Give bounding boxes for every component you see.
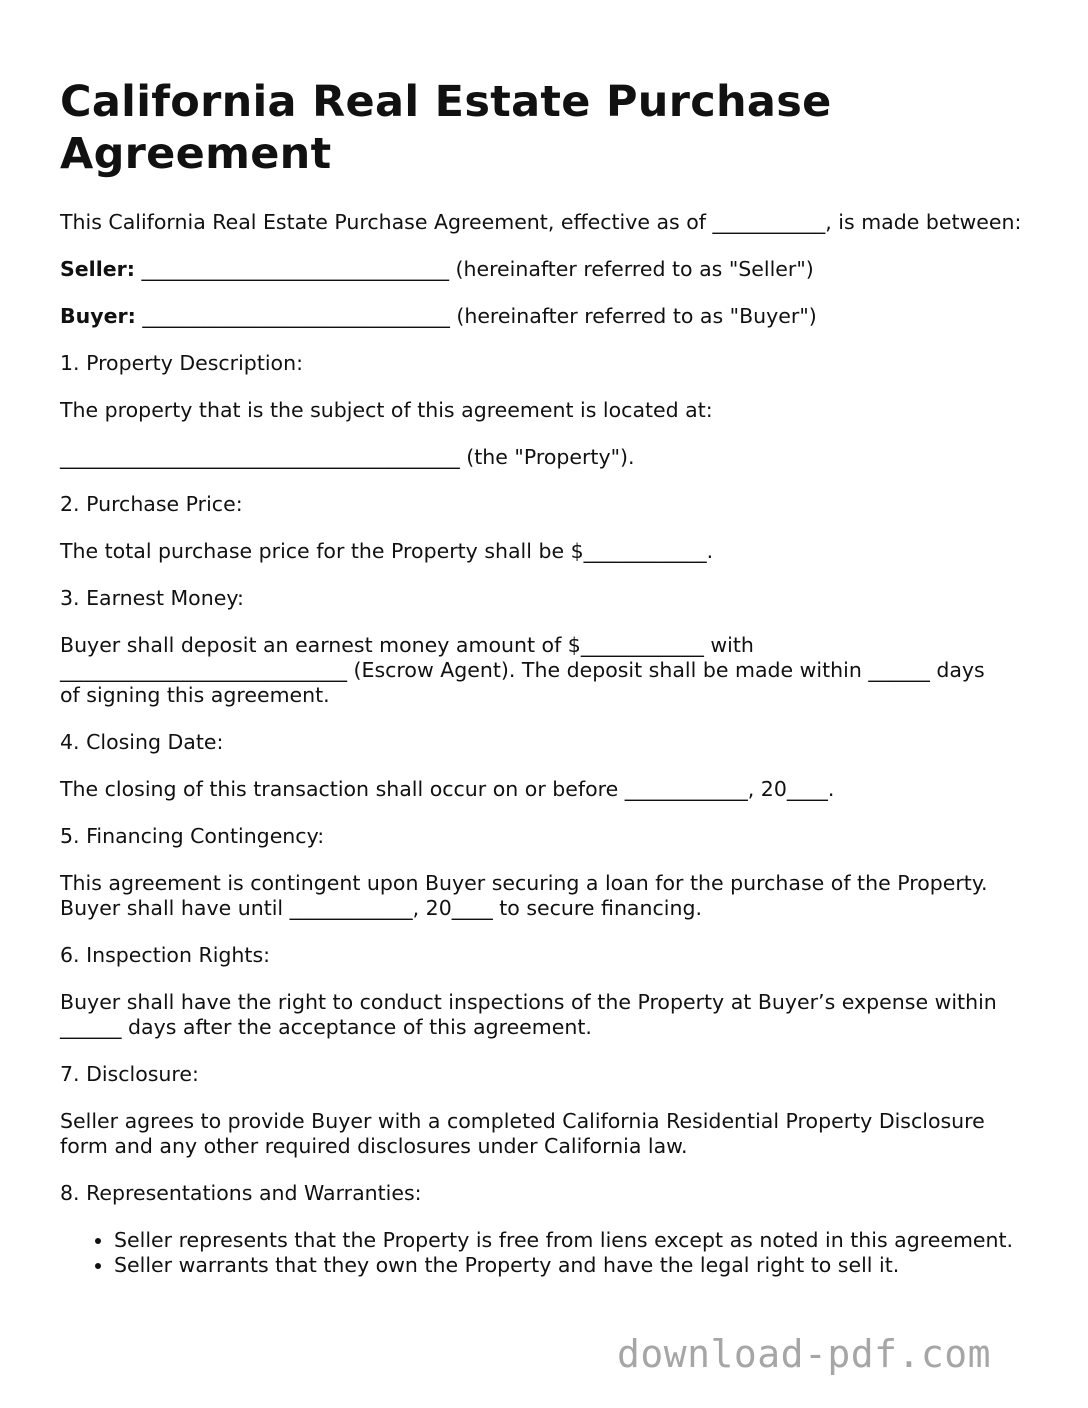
watermark-text: download-pdf.com [617,1332,992,1376]
inspection-body [60,990,1035,1040]
closing-body: The closing of this transaction shall occur on or before ____________, 20____. [60,777,835,801]
price-body: The total purchase price for the Property shall be $____________. [60,539,714,563]
earnest-body [60,633,1035,708]
seller-label: Seller: [60,257,135,281]
property-address-line: _______________________________________ (the "Property"). [60,445,635,469]
inspection-line-1: Buyer shall have the right to conduct inspections of the Property at Buyer’s expense within [60,990,997,1014]
property-body: The property that is the subject of this agreement is located at: [60,398,713,422]
seller-line [60,257,1035,282]
disclosure-line-2: form and any other required disclosures under California law. [60,1134,688,1158]
inspection-line-2: ______ days after the acceptance of this agreement. [60,1015,592,1039]
financing-line-2: Buyer shall have until ____________, 20____ to secure financing. [60,896,702,920]
disclosure-body [60,1109,1035,1159]
section-heading-disclosure: 7. Disclosure: [60,1062,199,1086]
section-heading-inspection: 6. Inspection Rights: [60,943,271,967]
earnest-line-1: Buyer shall deposit an earnest money amount of $____________ with [60,633,754,657]
earnest-line-2: ____________________________ (Escrow Agent). The deposit shall be made within ______ days [60,658,985,682]
section-heading-property: 1. Property Description: [60,351,303,375]
disclosure-line-1: Seller agrees to provide Buyer with a completed California Residential Property Disclosure [60,1109,985,1133]
document-title: California Real Estate Purchase Agreement [60,77,832,179]
buyer-line [60,304,1035,329]
buyer-blank: ______________________________ (hereinafter referred to as "Buyer") [135,304,817,328]
financing-body [60,871,1035,921]
earnest-line-3: of signing this agreement. [60,683,330,707]
section-heading-financing: 5. Financing Contingency: [60,824,325,848]
section-heading-closing: 4. Closing Date: [60,730,224,754]
list-item: • Seller warrants that they own the Property and have the legal right to sell it. [114,1253,1035,1278]
warranties-list [60,1228,1035,1278]
list-item: • Seller represents that the Property is free from liens except as noted in this agreement. [114,1228,1035,1253]
financing-line-1: This agreement is contingent upon Buyer securing a loan for the purchase of the Property. [60,871,988,895]
buyer-label: Buyer: [60,304,136,328]
section-heading-warranties: 8. Representations and Warranties: [60,1181,422,1205]
document-page [60,76,1035,1278]
section-heading-price: 2. Purchase Price: [60,492,243,516]
seller-blank: ______________________________ (hereinafter referred to as "Seller") [134,257,814,281]
intro-paragraph: This California Real Estate Purchase Agreement, effective as of ___________, is made between: [60,210,1022,234]
section-heading-earnest: 3. Earnest Money: [60,586,244,610]
